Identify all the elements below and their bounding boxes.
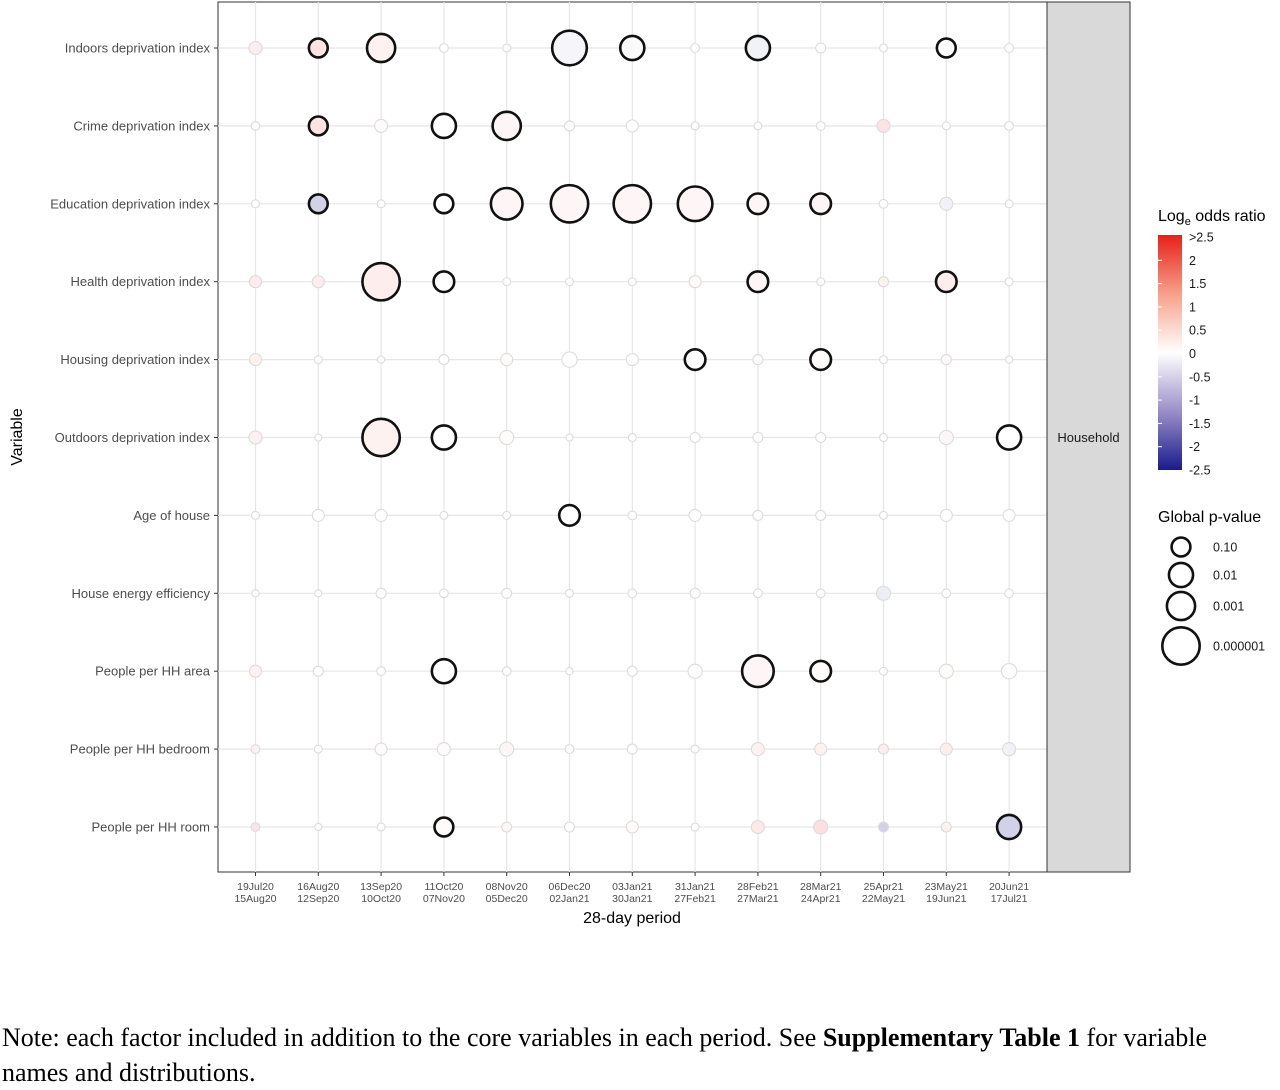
bubble-housing-deprivation-index-13sep20 xyxy=(378,356,385,363)
bubble-age-of-house-23may21 xyxy=(940,509,952,521)
bubble-people-per-hh-area-25apr21 xyxy=(880,667,888,675)
bubble-age-of-house-31jan21 xyxy=(689,509,701,521)
bubble-health-deprivation-index-28feb21 xyxy=(748,271,769,292)
y-tick-label-indoors-deprivation-index: Indoors deprivation index xyxy=(64,40,210,56)
bubble-housing-deprivation-index-28mar21 xyxy=(810,349,831,370)
bubble-people-per-hh-area-16aug20 xyxy=(313,666,323,676)
bubble-outdoors-deprivation-index-28feb21 xyxy=(753,433,763,443)
bubble-age-of-house-28feb21 xyxy=(753,510,763,520)
bubble-people-per-hh-area-23may21 xyxy=(939,664,953,678)
bubble-outdoors-deprivation-index-20jun21 xyxy=(997,425,1021,449)
x-tick-label-13sep20: 13Sep20 10Oct20 xyxy=(360,881,403,905)
bubble-age-of-house-13sep20 xyxy=(375,509,387,521)
bubble-house-energy-efficiency-31jan21 xyxy=(690,588,700,598)
bubble-people-per-hh-area-11oct20 xyxy=(432,659,456,683)
bubble-education-deprivation-index-23may21 xyxy=(940,197,953,210)
bubble-outdoors-deprivation-index-28mar21 xyxy=(816,433,826,443)
x-tick-label-20jun21: 20Jun21 17Jul21 xyxy=(988,881,1030,905)
bubble-health-deprivation-index-06dec20 xyxy=(566,278,574,286)
bubble-indoors-deprivation-index-13sep20 xyxy=(367,34,395,62)
bubble-housing-deprivation-index-20jun21 xyxy=(1006,356,1013,363)
bubble-indoors-deprivation-index-28mar21 xyxy=(816,43,826,53)
bubble-indoors-deprivation-index-28feb21 xyxy=(746,36,770,60)
bubble-people-per-hh-bedroom-23may21 xyxy=(940,743,952,755)
x-tick-label-31jan21: 31Jan21 27Feb21 xyxy=(674,881,716,905)
bubble-education-deprivation-index-13sep20 xyxy=(377,200,385,208)
note-text-end: for variable names and distributions. xyxy=(2,1023,1208,1087)
bubble-housing-deprivation-index-19jul20 xyxy=(249,354,261,366)
bubble-people-per-hh-room-23may21 xyxy=(941,822,951,832)
bubble-health-deprivation-index-19jul20 xyxy=(249,276,261,288)
color-legend-title: Log$_e$ odds ratio xyxy=(1158,208,1266,228)
x-tick-label-23may21: 23May21 19Jun21 xyxy=(924,881,968,905)
bubble-house-energy-efficiency-28mar21 xyxy=(816,589,825,598)
bubble-health-deprivation-index-03jan21 xyxy=(628,278,636,286)
bubble-people-per-hh-area-20jun21 xyxy=(1001,664,1016,679)
bubble-indoors-deprivation-index-25apr21 xyxy=(880,44,888,52)
bubble-people-per-hh-area-03jan21 xyxy=(627,666,637,676)
bubble-education-deprivation-index-19jul20 xyxy=(252,200,260,208)
bubble-outdoors-deprivation-index-19jul20 xyxy=(249,431,262,444)
note-bold-reference: Supplementary Table 1 xyxy=(822,1023,1081,1052)
bubble-outdoors-deprivation-index-03jan21 xyxy=(628,434,636,442)
bubble-house-energy-efficiency-19jul20 xyxy=(252,590,259,597)
y-tick-label-house-energy-efficiency: House energy efficiency xyxy=(71,585,210,601)
bubble-house-energy-efficiency-11oct20 xyxy=(440,589,449,598)
y-tick-label-crime-deprivation-index: Crime deprivation index xyxy=(73,118,210,134)
bubble-people-per-hh-room-08nov20 xyxy=(502,822,512,832)
bubble-crime-deprivation-index-25apr21 xyxy=(877,119,890,132)
y-tick-label-people-per-hh-area: People per HH area xyxy=(95,663,210,679)
bubble-crime-deprivation-index-31jan21 xyxy=(691,122,699,130)
bubble-people-per-hh-room-19jul20 xyxy=(251,823,260,832)
bubble-people-per-hh-area-08nov20 xyxy=(502,667,511,676)
bubble-crime-deprivation-index-11oct20 xyxy=(432,114,456,138)
bubble-housing-deprivation-index-31jan21 xyxy=(685,349,706,370)
bubble-health-deprivation-index-08nov20 xyxy=(503,278,511,286)
bubble-people-per-hh-bedroom-03jan21 xyxy=(627,744,637,754)
bubble-house-energy-efficiency-13sep20 xyxy=(376,588,386,598)
bubble-age-of-house-16aug20 xyxy=(312,509,324,521)
bubble-people-per-hh-bedroom-28feb21 xyxy=(751,743,764,756)
color-legend-tick-label: -2.5 xyxy=(1189,463,1211,478)
bubble-housing-deprivation-index-25apr21 xyxy=(880,356,888,364)
x-tick-label-03jan21: 03Jan21 30Jan21 xyxy=(612,881,653,905)
bubble-people-per-hh-bedroom-20jun21 xyxy=(1003,743,1016,756)
x-tick-label-28mar21: 28Mar21 24Apr21 xyxy=(799,881,842,905)
bubble-education-deprivation-index-20jun21 xyxy=(1005,200,1013,208)
bubble-crime-deprivation-index-06dec20 xyxy=(565,121,575,131)
facet-label: Household xyxy=(1057,430,1120,445)
bubble-health-deprivation-index-16aug20 xyxy=(312,276,324,288)
bubble-outdoors-deprivation-index-08nov20 xyxy=(500,430,514,444)
size-legend-label: 0.001 xyxy=(1213,599,1245,614)
x-tick-label-11oct20: 11Oct20 07Nov20 xyxy=(422,881,465,905)
bubble-people-per-hh-area-13sep20 xyxy=(377,667,386,676)
y-tick-label-outdoors-deprivation-index: Outdoors deprivation index xyxy=(54,430,210,445)
bubble-crime-deprivation-index-19jul20 xyxy=(251,122,260,131)
bubble-age-of-house-11oct20 xyxy=(440,511,448,519)
y-tick-label-age-of-house: Age of house xyxy=(133,507,210,523)
bubble-crime-deprivation-index-13sep20 xyxy=(375,119,388,132)
bubble-indoors-deprivation-index-19jul20 xyxy=(249,41,262,54)
bubble-people-per-hh-area-19jul20 xyxy=(249,665,261,677)
bubble-outdoors-deprivation-index-13sep20 xyxy=(362,419,399,456)
x-tick-label-08nov20: 08Nov20 05Dec20 xyxy=(485,881,528,905)
color-legend-tick-label: -1 xyxy=(1189,393,1201,408)
bubble-education-deprivation-index-28feb21 xyxy=(748,194,769,215)
bubble-house-energy-efficiency-20jun21 xyxy=(1005,589,1014,598)
size-legend-circle xyxy=(1162,627,1199,664)
bubble-people-per-hh-room-11oct20 xyxy=(435,818,454,837)
bubble-house-energy-efficiency-03jan21 xyxy=(628,589,637,598)
bubble-people-per-hh-room-06dec20 xyxy=(565,822,575,832)
bubble-crime-deprivation-index-28feb21 xyxy=(754,122,762,130)
bubble-health-deprivation-index-23may21 xyxy=(936,271,957,292)
bubble-indoors-deprivation-index-08nov20 xyxy=(503,44,511,52)
x-tick-label-06dec20: 06Dec20 02Jan21 xyxy=(548,881,591,905)
bubble-age-of-house-03jan21 xyxy=(628,511,637,520)
bubble-outdoors-deprivation-index-06dec20 xyxy=(566,434,573,441)
bubble-people-per-hh-room-31jan21 xyxy=(691,823,699,831)
bubble-outdoors-deprivation-index-23may21 xyxy=(939,430,953,444)
bubble-outdoors-deprivation-index-16aug20 xyxy=(315,434,322,441)
bubble-people-per-hh-bedroom-28mar21 xyxy=(815,743,827,755)
size-legend-circle xyxy=(1167,592,1195,620)
bubble-health-deprivation-index-28mar21 xyxy=(817,278,825,286)
bubble-health-deprivation-index-13sep20 xyxy=(362,263,399,300)
size-legend-label: 0.10 xyxy=(1213,540,1238,555)
bubble-housing-deprivation-index-11oct20 xyxy=(439,355,449,365)
bubble-age-of-house-19jul20 xyxy=(252,511,260,519)
y-tick-label-education-deprivation-index: Education deprivation index xyxy=(50,196,210,212)
x-tick-label-19jul20: 19Jul20 15Aug20 xyxy=(234,881,277,905)
x-tick-label-28feb21: 28Feb21 27Mar21 xyxy=(737,881,779,905)
bubble-people-per-hh-bedroom-06dec20 xyxy=(565,745,574,754)
color-legend-tick-label: -2 xyxy=(1189,440,1201,455)
bubble-housing-deprivation-index-16aug20 xyxy=(314,356,322,364)
bubble-people-per-hh-room-13sep20 xyxy=(377,823,385,831)
bubble-indoors-deprivation-index-11oct20 xyxy=(440,44,449,53)
bubble-education-deprivation-index-25apr21 xyxy=(879,199,888,208)
x-tick-label-25apr21: 25Apr21 22May21 xyxy=(861,881,906,905)
bubble-education-deprivation-index-31jan21 xyxy=(678,186,713,221)
bubble-people-per-hh-bedroom-25apr21 xyxy=(879,744,889,754)
bubble-housing-deprivation-index-08nov20 xyxy=(501,354,513,366)
size-legend-circle xyxy=(1172,538,1191,557)
color-legend-tick-label: -0.5 xyxy=(1189,370,1211,385)
bubble-house-energy-efficiency-28feb21 xyxy=(754,589,763,598)
bubble-people-per-hh-bedroom-16aug20 xyxy=(314,745,322,753)
size-legend-label: 0.01 xyxy=(1213,568,1238,583)
bubble-people-per-hh-room-20jun21 xyxy=(997,815,1021,839)
size-legend-entries xyxy=(1162,538,1265,665)
bubble-education-deprivation-index-11oct20 xyxy=(435,194,454,213)
bubble-age-of-house-25apr21 xyxy=(880,511,888,519)
bubble-crime-deprivation-index-28mar21 xyxy=(816,122,825,131)
bubble-people-per-hh-bedroom-19jul20 xyxy=(251,745,260,754)
bubble-health-deprivation-index-31jan21 xyxy=(689,276,701,288)
y-tick-label-people-per-hh-room: People per HH room xyxy=(91,819,210,835)
x-axis-title: 28-day period xyxy=(583,910,681,927)
bubble-health-deprivation-index-20jun21 xyxy=(1005,278,1013,286)
bubble-people-per-hh-room-25apr21 xyxy=(879,822,889,832)
bubble-people-per-hh-room-28mar21 xyxy=(814,820,828,834)
bubble-people-per-hh-room-16aug20 xyxy=(315,823,322,830)
bubble-crime-deprivation-index-20jun21 xyxy=(1005,122,1014,131)
bubble-age-of-house-28mar21 xyxy=(816,510,826,520)
bubble-indoors-deprivation-index-03jan21 xyxy=(620,36,644,60)
bubble-people-per-hh-bedroom-31jan21 xyxy=(691,745,699,753)
bubble-education-deprivation-index-06dec20 xyxy=(551,185,588,222)
bubble-housing-deprivation-index-23may21 xyxy=(941,355,951,365)
color-legend-tick-label: 2 xyxy=(1189,253,1196,268)
bubble-house-energy-efficiency-16aug20 xyxy=(315,590,322,597)
bubble-housing-deprivation-index-03jan21 xyxy=(626,354,638,366)
bubble-outdoors-deprivation-index-11oct20 xyxy=(432,425,456,449)
color-legend-tick-label: 0 xyxy=(1189,347,1196,361)
bubble-outdoors-deprivation-index-25apr21 xyxy=(880,434,888,442)
bubble-people-per-hh-bedroom-13sep20 xyxy=(375,743,387,755)
bubble-people-per-hh-bedroom-11oct20 xyxy=(437,743,450,756)
bubble-indoors-deprivation-index-20jun21 xyxy=(1005,44,1014,53)
bubble-age-of-house-08nov20 xyxy=(503,511,511,519)
bubble-education-deprivation-index-08nov20 xyxy=(491,188,523,220)
bubble-people-per-hh-area-28feb21 xyxy=(742,655,774,687)
bubble-education-deprivation-index-28mar21 xyxy=(810,194,831,215)
bubble-education-deprivation-index-03jan21 xyxy=(614,185,651,222)
bubble-people-per-hh-area-28mar21 xyxy=(810,661,831,682)
size-legend-circle xyxy=(1169,563,1193,587)
bubble-people-per-hh-area-06dec20 xyxy=(566,668,573,675)
color-legend-tick-label: >2.5 xyxy=(1189,230,1214,245)
bubble-housing-deprivation-index-06dec20 xyxy=(562,352,577,367)
bubble-house-energy-efficiency-23may21 xyxy=(942,589,951,598)
bubble-house-energy-efficiency-25apr21 xyxy=(876,586,890,600)
bubble-people-per-hh-room-03jan21 xyxy=(626,821,638,833)
bubble-health-deprivation-index-11oct20 xyxy=(434,271,455,292)
bubble-age-of-house-20jun21 xyxy=(1003,509,1015,521)
bubble-crime-deprivation-index-08nov20 xyxy=(493,112,521,140)
bubble-people-per-hh-bedroom-08nov20 xyxy=(500,742,514,756)
bubble-indoors-deprivation-index-06dec20 xyxy=(552,31,587,66)
y-tick-label-health-deprivation-index: Health deprivation index xyxy=(70,274,210,290)
figure-note xyxy=(2,1020,1272,1090)
bubble-outdoors-deprivation-index-31jan21 xyxy=(690,433,700,443)
bubble-crime-deprivation-index-03jan21 xyxy=(626,120,638,132)
bubble-crime-deprivation-index-23may21 xyxy=(942,122,950,130)
bubble-crime-deprivation-index-16aug20 xyxy=(309,117,328,136)
color-bar xyxy=(1158,235,1182,470)
bubble-age-of-house-06dec20 xyxy=(559,505,580,526)
bubble-indoors-deprivation-index-23may21 xyxy=(937,39,956,58)
bubble-health-deprivation-index-25apr21 xyxy=(879,277,889,287)
bubble-indoors-deprivation-index-16aug20 xyxy=(309,39,328,58)
bubble-housing-deprivation-index-28feb21 xyxy=(753,355,763,365)
color-legend-tick-label: -1.5 xyxy=(1189,416,1211,431)
y-axis-title: Variable xyxy=(9,408,26,466)
color-legend-tick-label: 0.5 xyxy=(1189,323,1207,338)
color-legend-tick-label: 1.5 xyxy=(1189,277,1207,292)
size-legend-label: 0.000001 xyxy=(1213,639,1266,654)
note-text: Note: each factor included in addition to the core variables in each period. See xyxy=(2,1023,823,1052)
color-legend-tick-label: 1 xyxy=(1189,300,1196,315)
bubble-people-per-hh-area-31jan21 xyxy=(688,664,702,678)
y-tick-labels xyxy=(50,41,218,835)
y-tick-label-people-per-hh-bedroom: People per HH bedroom xyxy=(69,741,210,757)
bubble-indoors-deprivation-index-31jan21 xyxy=(691,44,700,53)
x-tick-label-16aug20: 16Aug20 12Sep20 xyxy=(297,881,340,905)
y-tick-label-housing-deprivation-index: Housing deprivation index xyxy=(60,352,210,368)
size-legend-title: Global p-value xyxy=(1158,509,1262,526)
bubble-house-energy-efficiency-08nov20 xyxy=(502,588,512,598)
x-tick-labels xyxy=(234,872,1029,905)
bubble-house-energy-efficiency-06dec20 xyxy=(566,589,574,597)
bubble-people-per-hh-room-28feb21 xyxy=(751,820,764,833)
bubble-education-deprivation-index-16aug20 xyxy=(309,194,328,213)
